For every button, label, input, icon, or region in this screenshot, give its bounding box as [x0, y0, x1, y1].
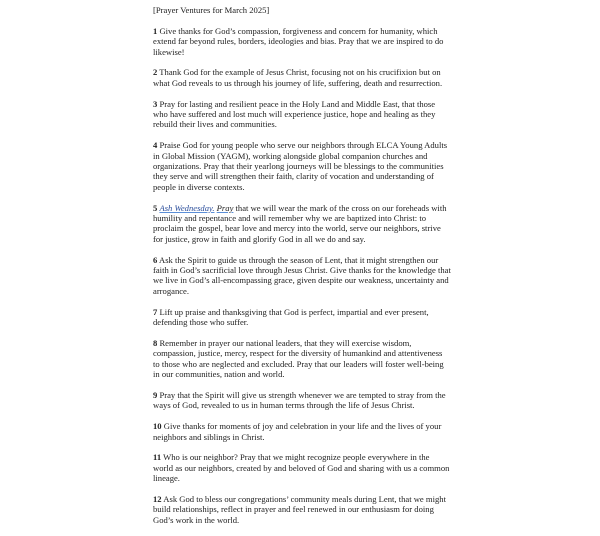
item-number: 1	[153, 25, 158, 36]
item-text: Who is our neighbor? Pray that we might recognize people everywhere in the world as our neighbors, created by and beloved of God and sharing with us a common lineage.	[153, 452, 450, 484]
item-text: Give thanks for God’s compassion, forgiveness and concern for humanity, which extend far beyond rules, borders, ideologies and bias. Pray that we are inspired to do likewise!	[153, 25, 444, 57]
item-text: Pray that the Spirit will give us strength whenever we are tempted to stray from the ways of God, revealed to us in human terms through the life of Jesus Christ.	[153, 389, 446, 411]
document-title: [Prayer Ventures for March 2025]	[153, 5, 270, 15]
prayer-item-9	[153, 390, 451, 411]
prayer-item-11	[153, 452, 451, 483]
prayer-item-12	[153, 494, 451, 525]
prayer-item-4	[153, 140, 451, 192]
item-number: 9	[153, 389, 158, 400]
prayer-item-10	[153, 421, 451, 442]
item-text: Ask the Spirit to guide us through the season of Lent, that it might strengthen our faith in God’s sacrificial love through Jesus Christ. Give thanks for the knowledge that we live in God’s all-encompassing grace, given despite our weakness, uncertainty and arrogance.	[153, 254, 451, 296]
item-number: 12	[153, 493, 162, 504]
pray-link[interactable]: Pray	[216, 202, 234, 213]
item-number: 3	[153, 98, 158, 109]
item-text: Thank God for the example of Jesus Christ, focusing not on his crucifixion but on what God reveals to us through his journey of life, suffering, death and resurrection.	[153, 67, 443, 88]
item-number: 2	[153, 67, 158, 78]
item-text: Lift up praise and thanksgiving that God is perfect, impartial and ever present, defending those who suffer.	[153, 306, 429, 328]
prayer-item-7	[153, 307, 451, 328]
item-text: Remember in prayer our national leaders, that they will exercise wisdom, compassion, justice, mercy, respect for the diversity of humankind and attentiveness to those who are neglected and excluded. Pray that our leaders will foster well-being in our communities, nation and world.	[153, 337, 444, 380]
item-text: Pray for lasting and resilient peace in the Holy Land and Middle East, that those who have suffered and lost much will experience justice, hope and healing as they rebuild their lives and communities.	[153, 98, 436, 130]
prayer-item-8	[153, 338, 451, 380]
prayer-item-3	[153, 99, 451, 130]
document-page	[153, 5, 451, 536]
prayer-item-1	[153, 26, 451, 57]
item-number: 6	[153, 254, 158, 265]
item-number: 11	[153, 452, 162, 463]
item-text: that we will wear the mark of the cross on our foreheads with humility and repentance and will remember why we are baptized into Christ: to proclaim the gospel, bear love and mercy into the world, serve our neighbors, strive for justice, grow in faith and glorify God in all we do and say.	[153, 202, 447, 244]
prayer-item-5	[153, 203, 451, 245]
prayer-item-2	[153, 67, 451, 88]
item-number: 10	[153, 421, 162, 432]
item-number: 5	[153, 202, 158, 213]
item-number: 7	[153, 306, 158, 317]
item-number: 8	[153, 337, 158, 348]
ash-wednesday-link[interactable]: Ash Wednesday.	[159, 202, 215, 213]
item-number: 4	[153, 140, 158, 151]
item-text: Ask God to bless our congregations’ community meals during Lent, that we might build relationships, reflect in prayer and feel renewed in our enthusiasm for doing God’s work in the world.	[153, 493, 446, 525]
prayer-item-6	[153, 255, 451, 297]
item-text: Praise God for young people who serve our neighbors through ELCA Young Adults in Global Mission (YAGM), working alongside global companion churches and organizations. Pray that their yearlong journeys will be blessings to the communities they serve and will strengthen their faith, clarity of vocation and understanding of people in diverse contexts.	[153, 140, 448, 192]
item-text: Give thanks for moments of joy and celebration in your life and the lives of your neighbors and siblings in Christ.	[153, 421, 442, 442]
